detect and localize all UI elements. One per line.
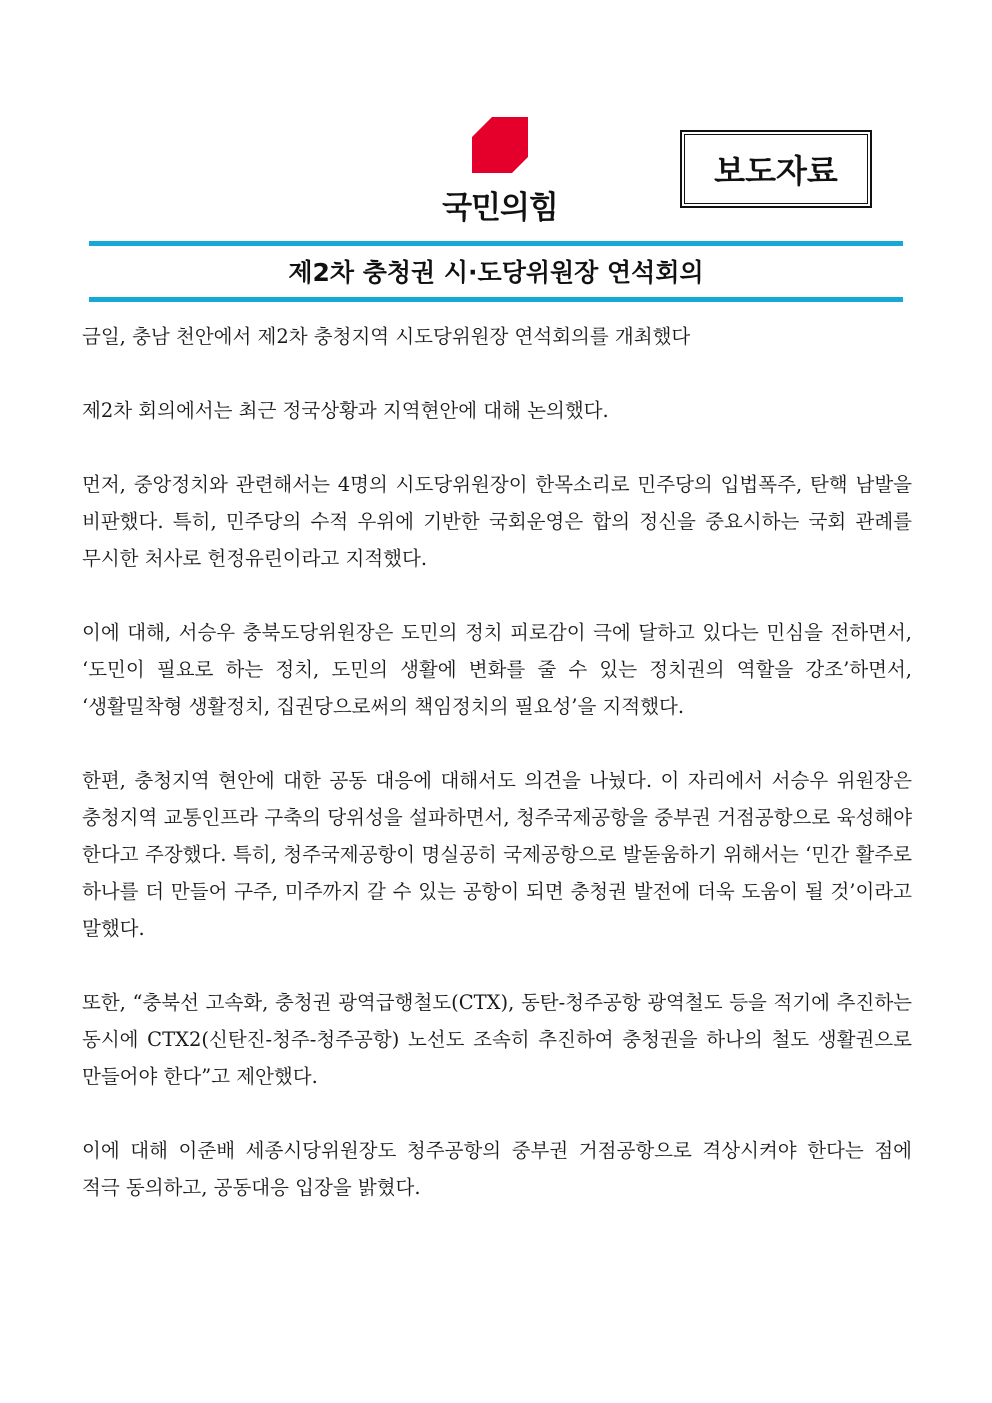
paragraph: 이에 대해 이준배 세종시당위원장도 청주공항의 중부권 거점공항으로 격상시켜야 한다는 점에 적극 동의하고, 공동대응 입장을 밝혔다. [82, 1139, 912, 1199]
paragraph: 또한, “충북선 고속화, 충청권 광역급행철도(CTX), 동탄-청주공항 광역철도 등을 적기에 추진하는 동시에 CTX2(신탄진-청주-청주공항) 노선도 조속히 추진하여 충청권을 하나의 철도 생활권으로 만들어야 한다”고 제안했다. [82, 991, 912, 1088]
paragraph: 금일, 충남 천안에서 제2차 충청지역 시도당위원장 연석회의를 개최했다 [82, 325, 691, 348]
title-rule-bottom [89, 297, 903, 302]
press-release-label: 보도자료 [684, 134, 868, 204]
party-logo [420, 112, 580, 232]
body-text [82, 318, 912, 1243]
party-logo-mark-icon [472, 117, 528, 173]
press-release-badge [680, 130, 872, 208]
party-logo-shape [472, 117, 528, 173]
paragraph: 이에 대해, 서승우 충북도당위원장은 도민의 정치 피로감이 극에 달하고 있다는 민심을 전하면서, ‘도민이 필요로 하는 정치, 도민의 생활에 변화를 줄 수 있는 정치권의 역할을 강조’하면서, ‘생활밀착형 생활정치, 집권당으로써의 책임정치의 필요성’을 지적했다. [82, 621, 912, 718]
paragraph: 한편, 충청지역 현안에 대한 공동 대응에 대해서도 의견을 나눴다. 이 자리에서 서승우 위원장은 충청지역 교통인프라 구축의 당위성을 설파하면서, 청주국제공항을 중부권 거점공항으로 육성해야 한다고 주장했다. 특히, 청주국제공항이 명실공히 국제공항으로 발돋움하기 위해서는 ‘민간 활주로 하나를 더 만들어 구주, 미주까지 갈 수 있는 공항이 되면 충청권 발전에 더욱 도움이 될 것’이라고 말했다. [82, 769, 912, 940]
paragraph: 제2차 회의에서는 최근 정국상황과 지역현안에 대해 논의했다. [82, 399, 609, 422]
title-rule-top [89, 241, 903, 246]
paragraph: 먼저, 중앙정치와 관련해서는 4명의 시도당위원장이 한목소리로 민주당의 입법폭주, 탄핵 남발을 비판했다. 특히, 민주당의 수적 우위에 기반한 국회운영은 합의 정신을 중요시하는 국회 관례를 무시한 처사로 헌정유린이라고 지적했다. [82, 473, 912, 570]
page-title: 제2차 충청권 시·도당위원장 연석회의 [288, 258, 704, 287]
party-logo-text: 국민의힘 [442, 190, 558, 226]
